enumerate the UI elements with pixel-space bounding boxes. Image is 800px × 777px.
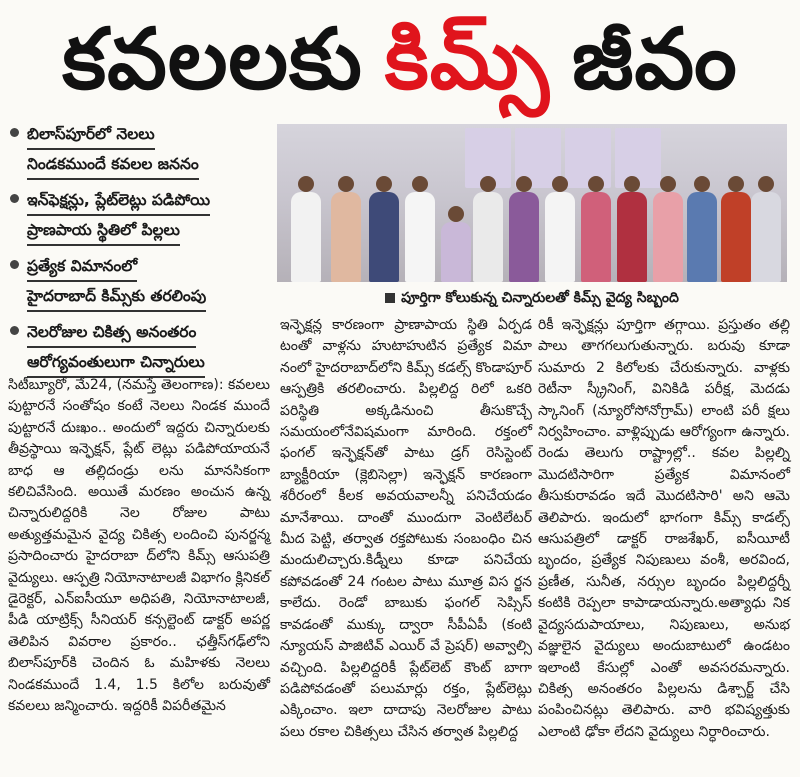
bullet-line: ఇన్‌ఫెక్షన్లు, ప్లేట్‌లెట్లు పడిపోయి	[27, 186, 210, 216]
bullet-dot-icon	[10, 260, 19, 269]
person-figure	[509, 176, 539, 282]
article-text: రికీ ఇన్ఫెక్షన్లు పూర్తిగా తగ్గాయి. ప్రస్తుతం తల్లి పాలు తాగగలుగుతున్నారు. బరువు కూడా సుమారు 2 కిలోలకు చేరుకున్నారు. వాళ్లకు రెటీనా స్క్రీనింగ్, వినికిడి పరీక్ష, మెదడు స్కానింగ్ (న్యూరోసోనోగ్రామ్) లాంటి పరీ క్షలు నిర్వహించాం. వాళ్లిప్పుడు ఆరోగ్యంగా ఉన్నారు. రెండు తెలుగు రాష్ట్రాల్లో.. కవల పిల్లల్ని మొదటిసారిగా ప్రత్యేక విమానంలో తీసుకురావడం ఇదే మొదటిసారి' అని ఆమె తెలిపారు. ఇందులో భాగంగా కిమ్స్ కాడల్స్ ఆసుపత్రిలో డాక్టర్ రాజశేఖర్, ఐసీయీటీ బృందం, ప్రత్యేక నిపుణులు వంశీ, అరవింద, ప్రణీత, సునీత, నర్సుల బృందం పిల్లలిద్దర్నీ కంటికి రెప్పలా కాపాడాయన్నారు.అత్యాధు నిక వైద్యసదుపాయాలు, నిపుణులు, అనుభ వజ్ఞులైన వైద్యులు అందుబాటులో ఉండటం ఇలాంటి కేసుల్లో ఎంతో అవసరమన్నారు. చికిత్స అనంతరం పిల్లలను డిశ్చార్జ్ చేసి పంపించినట్లు తెలిపారు. వారి భవిష్యత్తుకు ఎలాంటి ఢోకా లేదని వైద్యులు నిర్ధారించారు.	[538, 317, 790, 740]
bullet-item	[8, 186, 270, 246]
bullet-line: నిండకముందే కవలల జననం	[27, 150, 199, 180]
person-figure	[369, 176, 399, 282]
bullet-dot-icon	[10, 128, 19, 137]
person-figure	[751, 176, 781, 282]
person-figure	[545, 176, 575, 282]
bullet-line: ఆరోగ్యవంతులుగా చిన్నారులు	[27, 348, 205, 378]
bullet-line: ప్రత్యేక విమానంలో	[27, 252, 137, 282]
person-figure	[653, 176, 683, 282]
bullet-item	[8, 318, 270, 378]
bullet-line: హైదరాబాద్ కిమ్స్‌కు తరలింపు	[27, 282, 206, 312]
bullet-dot-icon	[10, 326, 19, 335]
bullet-item	[8, 120, 270, 180]
bullet-dot-icon	[10, 194, 19, 203]
headline-part-1: కవలలకు	[62, 10, 363, 108]
bullet-line: ప్రాణపాయ స్థితిలో పిల్లలు	[27, 216, 180, 246]
person-figure	[581, 176, 611, 282]
article-column-2	[280, 315, 532, 743]
photo-caption	[277, 286, 787, 310]
article-column-3	[538, 315, 790, 743]
headline-part-2: కిమ్స్	[384, 10, 551, 108]
bullet-line: నెలరోజుల చికిత్స అనంతరం	[27, 318, 196, 348]
person-figure	[331, 176, 361, 282]
caption-square-icon	[385, 293, 395, 303]
bullet-line: బిలాస్‌పూర్‌లో నెలలు	[27, 120, 155, 150]
group-photo	[277, 124, 787, 282]
highlight-bullets	[8, 120, 270, 384]
person-figure	[291, 176, 321, 282]
person-figure	[687, 176, 717, 282]
person-figure	[721, 176, 751, 282]
headline	[0, 0, 800, 118]
person-figure	[441, 206, 471, 282]
article-text: ఇన్ఫెక్షన్ల కారణంగా ప్రాణాపాయ స్థితి ఏర్పడ టంతో వాళ్లను హుటాహుటిన ప్రత్యేక విమా నంలో హైదరాబాద్‌లోని కిమ్స్ కడల్స్ కొండాపూర్ ఆస్పత్రికి తరలించారు. పిల్లలిద్ద రిలో ఒకరి పరిస్థితి అక్కడినుంచి తీసుకొచ్చే సమయంలోనేవిషమంగా మారింది. రక్తంలో ఫంగల్ ఇన్ఫెక్షన్‌తో పాటు డ్రగ్ రెసిస్టెంట్ బ్యాక్టీరియా (క్లెబిసెల్లా) ఇన్ఫెక్షన్ కారణంగా శరీరంలో కీలక అవయవాలన్నీ పనిచేయడం మానేశాయి. దాంతో ముందుగా వెంటిలేటర్ మీద పెట్టి, తర్వాత రక్తపోటుకు సంబంధిం చిన మందులిచ్చారు.కిడ్నీలు కూడా పనిచేయ కపోవడంతో 24 గంటల పాటు మూత్ర విస ర్జన కాలేదు. రెండో బాబుకు ఫంగల్ సెప్సిస్ కావడంతో ముక్కు ద్వారా సీపీఏపీ (కంటి న్యూయస్ పాజిటివ్ ఎయిర్ వే ప్రెషర్) అవ్వాల్సి వచ్చింది. పిల్లలిద్దరికీ ప్లేట్‌లెట్ కౌంట్ బాగా పడిపోవడంతో పలుమార్లు రక్తం, ప్లేట్‌లెట్లు ఎక్కించాం. ఇలా దాదాపు నెలరోజుల పాటు పలు రకాల చికిత్సలు చేసిన తర్వాత పిల్లలిద్ద	[280, 317, 532, 740]
article-text: సిటీబ్యూరో, మే24, (నమస్తే తెలంగాణ): కవలలు పుట్టారనే సంతోషం కంటే నెలలు నిండక ముందే పుట్టారనే దుఃఖం.. అందులో ఇద్దరు చిన్నారులకు తీవ్రస్థాయి ఇన్ఫెక్షన్, ప్లేట్ లెట్లు పడిపోయాయనే బాధ ఆ తల్లిదండ్రు లను మానసికంగా కలిచివేసింది. అయితే మరణం అంచున ఉన్న చిన్నారులిద్దరికి నెల రోజుల పాటు అత్యుత్తమమైన వైద్య చికిత్స లందించి పునర్జన్మ ప్రసాదించారు హైదరాబా ద్‌లోని కిమ్స్ ఆసుపత్రి వైద్యులు. ఆస్పత్రి నియోనాటాలజీ విభాగం క్లినికల్ డైరెక్టర్, ఎన్ఐసీయూ అధిపతి, నియోనాటాలజీ, పీడి యాట్రిక్స్ సీనియర్ కన్సల్టెంట్ డాక్టర్ అపర్ణ తెలిపిన వివరాల ప్రకారం.. ఛత్తీస్‌గఢ్‌లోని బిలాస్‌పూర్‌కి చెందిన ఓ మహిళకు నెలలు నిండకముందే 1.4, 1.5 కిలోల బరువుతో కవలలు జన్మించారు. ఇద్దరికీ విపరీతమైన	[8, 377, 270, 715]
bullet-item	[8, 252, 270, 312]
headline-part-3: జీవం	[572, 10, 738, 108]
person-figure	[473, 176, 503, 282]
photo-caption-text: పూర్తిగా కోలుకున్న చిన్నారులతో కిమ్స్ వైద్య సిబ్బంది	[401, 290, 679, 306]
article-column-1	[8, 375, 270, 718]
person-figure	[405, 176, 435, 282]
person-figure	[617, 176, 647, 282]
